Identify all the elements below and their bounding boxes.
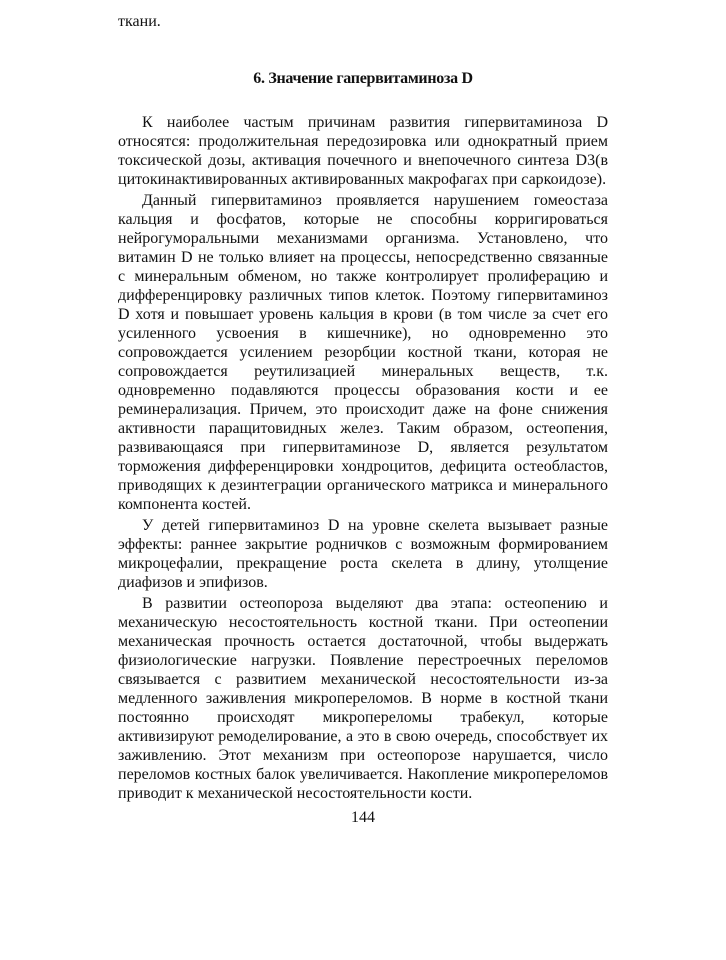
page-number: 144 <box>351 809 375 826</box>
paragraph-osteoporosis: В развитии остеопороза выделяют два этапа: остеопению и механическую несостоятельность костной ткани. При остеопении механическая прочность остается достаточной, чтобы выдержать физиологические нагрузки. Появление перестроечных переломов связывается с развитием механической несостоятельности из-за медленного заживления микропереломов. В норме в костной ткани постоянно происходят микропереломы трабекул, которые активизируют ремоделирование, а это в свою очередь, способствует их заживлению. Этот механизм при остеопорозе нарушается, число переломов костных балок увеличивается. Накопление микропереломов приводит к механической несостоятельности кости. <box>118 595 608 802</box>
paragraph-children: У детей гипервитаминоз D на уровне скелета вызывает разные эффекты: раннее закрытие родничков с возможным формированием микроцефалии, прекращение роста скелета в длину, утолщение диафизов и эпифизов. <box>118 517 608 591</box>
section-title: 6. Значение гапервитаминоза D <box>253 70 473 87</box>
paragraph-causes: К наиболее частым причинам развития гипервитаминоза D относятся: продолжительная передозировка или однократный прием токсической дозы, активация почечного и внепочечного синтеза D3(в цитокинактивированных активированных макрофагах при саркоидозе). <box>118 114 608 188</box>
document-page <box>118 12 608 828</box>
paragraph-homeostasis: Данный гипервитаминоз проявляется нарушением гомеостаза кальция и фосфатов, которые не способны корригироваться нейрогуморальными механизмами организма. Установлено, что витамин D не только влияет на процессы, непосредственно связанные с минеральным обменом, но также контролирует пролиферацию и дифференцировку различных типов клеток. Поэтому гипервитаминоз D хотя и повышает уровень кальция в крови (в том числе за счет его усиленного усвоения в кишечнике), но одновременно это сопровождается усилением резорбции костной ткани, которая не сопровождается реутилизацией минеральных веществ, т.к. одновременно подавляются процессы образования кости и ее реминерализация. Причем, это происходит даже на фоне снижения активности паращитовидных желез. Таким образом, остеопения, развивающаяся при гипервитаминозе D, является результатом торможения дифференцировки хондроцитов, дефицита остеобластов, приводящих к дезинтеграции органического матрикса и минерального компонента костей. <box>118 192 608 513</box>
continuation-text: ткани. <box>118 13 161 30</box>
